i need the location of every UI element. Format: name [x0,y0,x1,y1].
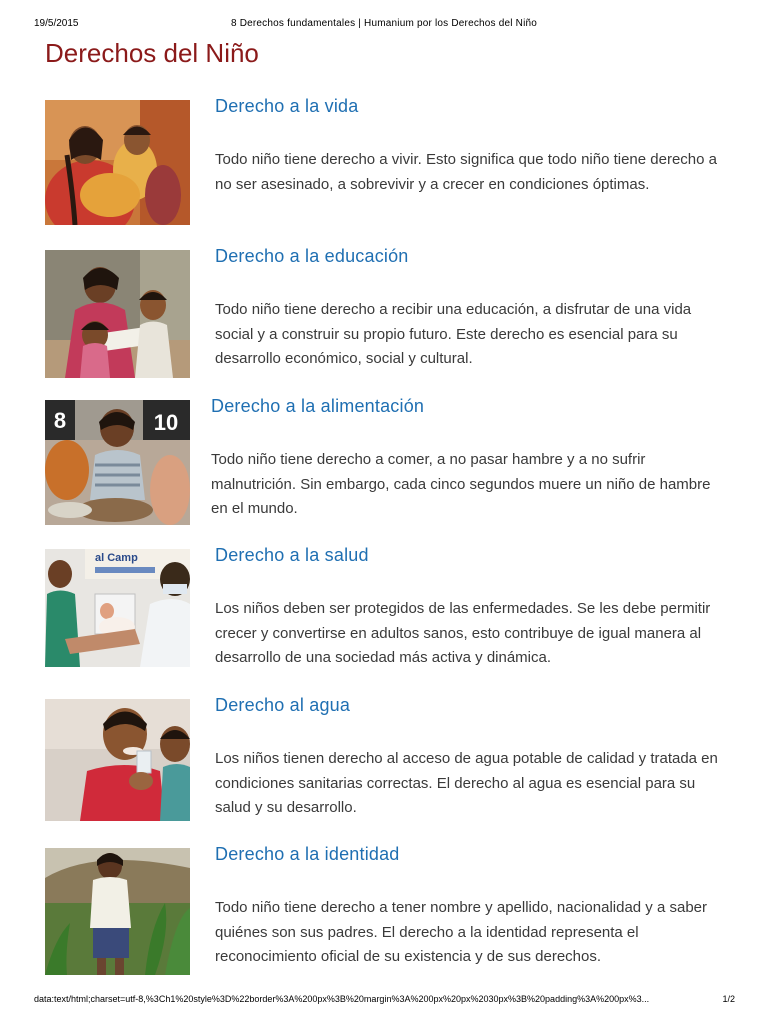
child-eating-meal-photo [45,400,190,525]
children-reading-book-photo [45,250,190,378]
print-title: 8 Derechos fundamentales | Humanium por los Derechos del Niño [230,18,538,29]
right-title: Derecho a la salud [215,545,369,565]
medical-camp-baby-photo [45,549,190,667]
print-header [0,0,768,40]
print-footer-url: data:text/html;charset=utf-8,%3Ch1%20style%3D%22border%3A%200px%3B%20margin%3A%200px%20px%2030px%3B%20padding%3A%200px%3... [34,994,650,1004]
right-title: Derecho a la vida [215,96,359,116]
right-title: Derecho al agua [215,695,351,715]
right-title: Derecho a la alimentación [211,396,425,416]
mother-hugging-child-photo [45,100,190,225]
medical-camp-sign: al Camp [95,552,138,564]
girl-standing-village-photo [45,848,190,975]
right-entry-alimentacion [45,396,735,530]
right-entry-vida [45,96,735,230]
print-date: 19/5/2015 [34,18,79,29]
boy-drinking-water-photo [45,699,190,821]
right-title: Derecho a la educación [215,246,409,266]
right-description: Todo niño tiene derecho a recibir una educación, a disfrutar de una vida social y a construir su propio futuro. Este derecho es esencial para su desarrollo económico, social y cultural. [215,301,692,368]
right-description: Todo niño tiene derecho a comer, a no pasar hambre y a no sufrir malnutrición. Sin embargo, cada cinco segundos muere un niño de hambre en el mundo. [211,451,711,518]
sign-number-10: 10 [153,410,179,435]
print-footer [0,994,768,1014]
page-title: Derechos del Niño [45,38,259,68]
right-description: Todo niño tiene derecho a vivir. Esto significa que todo niño tiene derecho a no ser asesinado, a sobrevivir y a crecer en condiciones óptimas. [215,151,718,193]
right-title: Derecho a la identidad [215,844,400,864]
right-description: Los niños tienen derecho al acceso de agua potable de calidad y tratada en condiciones sanitarias correctas. El derecho al agua es esencial para su salud y su desarrollo. [215,750,718,817]
right-entry-agua [45,695,735,829]
sign-number-8: 8 [53,408,67,433]
right-description: Los niños deben ser protegidos de las enfermedades. Se les debe permitir crecer y convertirse en adultos sanos, esto contribuye de igual manera al desarrollo de una sociedad más activa y dinámica. [215,600,711,667]
right-description: Todo niño tiene derecho a tener nombre y apellido, nacionalidad y a saber quiénes son sus padres. El derecho a la identidad representa el reconocimiento oficial de su existencia y de sus derechos. [215,899,707,966]
page-number: 1/2 [722,994,735,1004]
right-entry-salud [45,545,735,679]
right-entry-educacion [45,246,735,380]
right-entry-identidad [45,844,735,978]
